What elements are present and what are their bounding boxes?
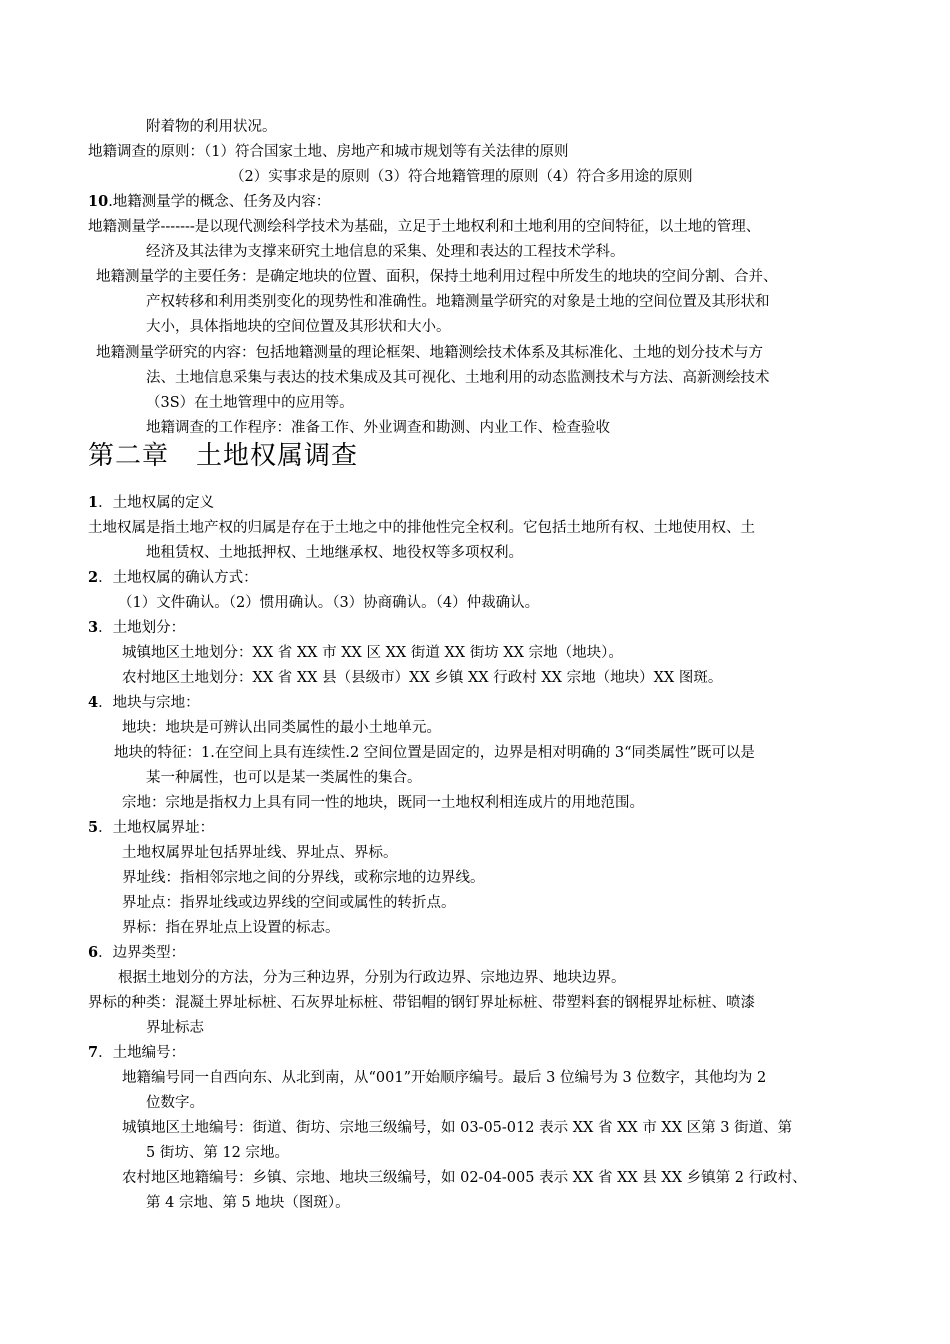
section-number: 6	[88, 944, 99, 961]
section-title: 土地编号：	[112, 1045, 186, 1061]
section-number: 5	[88, 819, 99, 836]
section-heading: 2．土地权属的确认方式：	[88, 569, 258, 586]
section-heading: 7．土地编号：	[88, 1044, 186, 1061]
text-line: 地籍调查的工作程序：准备工作、外业调查和勘测、内业工作、检查验收	[146, 420, 610, 436]
section-title: 土地权属的定义	[112, 495, 215, 511]
section-number: 4	[88, 694, 99, 711]
chapter-title: 第二章 土地权属调查	[88, 441, 359, 471]
text-line: 位数字。	[146, 1095, 204, 1111]
section-title: 土地划分：	[112, 620, 186, 636]
text-line: 法、土地信息采集与表达的技术集成及其可视化、土地利用的动态监测技术与方法、高新测绘技术	[146, 370, 770, 386]
text-line: 城镇地区土地编号：街道、街坊、宗地三级编号，如 03-05-012 表示 XX 省 XX 市 XX 区第 3 街道、第	[122, 1120, 793, 1136]
section-title: 地块与宗地：	[112, 695, 200, 711]
section-heading: 5．土地权属界址：	[88, 819, 215, 836]
text-line: 界标的种类：混凝土界址标桩、石灰界址标桩、带铝帽的钢钉界址标桩、带塑料套的钢棍界址标桩、喷漆	[88, 995, 755, 1011]
text-line: 界标：指在界址点上设置的标志。	[122, 920, 340, 936]
text-line: 地块的特征：1.在空间上具有连续性.2 空间位置是固定的，边界是相对明确的 3“同类属性”既可以是	[114, 745, 755, 761]
text-line: 土地权属是指土地产权的归属是存在于土地之中的排他性完全权利。它包括土地所有权、土地使用权、土	[88, 520, 755, 536]
section-number: 2	[88, 569, 99, 586]
text-line: 地籍调查的原则：（1）符合国家土地、房地产和城市规划等有关法律的原则	[88, 144, 569, 160]
text-line: （1）文件确认。（2）惯用确认。（3）协商确认。（4）仲裁确认。	[118, 595, 540, 611]
text-line: 地租赁权、土地抵押权、土地继承权、地役权等多项权利。	[146, 545, 523, 561]
text-line: 大小，具体指地块的空间位置及其形状和大小。	[146, 319, 451, 335]
section-number: 1	[88, 494, 99, 511]
section-heading: 6．边界类型：	[88, 944, 186, 961]
text-line: （2）实事求是的原则（3）符合地籍管理的原则（4）符合多用途的原则	[230, 169, 693, 185]
section-title: 地籍测量学的概念、任务及内容：	[112, 194, 331, 210]
text-line: 第 4 宗地、第 5 地块（图斑）。	[146, 1195, 350, 1211]
text-line: 经济及其法律为支撑来研究土地信息的采集、处理和表达的工程技术学科。	[146, 244, 625, 260]
section-title: 土地权属界址：	[112, 820, 215, 836]
section-number: 10	[88, 193, 109, 210]
section-title: 土地权属的确认方式：	[112, 570, 258, 586]
section-heading: 4．地块与宗地：	[88, 694, 200, 711]
text-line: 产权转移和利用类别变化的现势性和准确性。地籍测量学研究的对象是土地的空间位置及其形状和	[146, 294, 770, 310]
text-line: 根据土地划分的方法，分为三种边界，分别为行政边界、宗地边界、地块边界。	[118, 970, 626, 986]
text-line: 附着物的利用状况。	[146, 119, 277, 135]
section-heading: 10.地籍测量学的概念、任务及内容：	[88, 193, 331, 210]
section-title: 边界类型：	[112, 945, 186, 961]
section-number: 3	[88, 619, 99, 636]
section-number: 7	[88, 1044, 99, 1061]
text-line: 城镇地区土地划分：XX 省 XX 市 XX 区 XX 街道 XX 街坊 XX 宗地（地块）。	[122, 645, 623, 661]
text-line: 界址点：指界址线或边界线的空间或属性的转折点。	[122, 895, 456, 911]
text-line: 界址线：指相邻宗地之间的分界线，或称宗地的边界线。	[122, 870, 485, 886]
text-line: 宗地：宗地是指权力上具有同一性的地块，既同一土地权利相连成片的用地范围。	[122, 795, 644, 811]
text-line: 土地权属界址包括界址线、界址点、界标。	[122, 845, 398, 861]
text-line: 地籍编号同一自西向东、从北到南，从“001”开始顺序编号。最后 3 位编号为 3 位数字，其他均为 2	[122, 1070, 767, 1086]
text-line: 地籍测量学-------是以现代测绘科学技术为基础，立足于土地权利和土地利用的空间特征，以土地的管理、	[88, 219, 761, 235]
section-heading: 3．土地划分：	[88, 619, 186, 636]
text-line: （3S）在土地管理中的应用等。	[146, 395, 354, 411]
text-line: 某一种属性，也可以是某一类属性的集合。	[146, 770, 422, 786]
text-line: 地籍测量学的主要任务：是确定地块的位置、面积，保持土地利用过程中所发生的地块的空间分割、合并、	[96, 269, 778, 285]
text-line: 界址标志	[146, 1020, 204, 1036]
text-line: 地籍测量学研究的内容：包括地籍测量的理论框架、地籍测绘技术体系及其标准化、土地的划分技术与方	[96, 345, 763, 361]
text-line: 农村地区土地划分：XX 省 XX 县（县级市）XX 乡镇 XX 行政村 XX 宗地（地块）XX 图斑。	[122, 670, 723, 686]
section-heading: 1．土地权属的定义	[88, 494, 215, 511]
text-line: 农村地区地籍编号：乡镇、宗地、地块三级编号，如 02-04-005 表示 XX 省 XX 县 XX 乡镇第 2 行政村、	[122, 1170, 807, 1186]
text-line: 5 街坊、第 12 宗地。	[146, 1145, 290, 1161]
text-line: 地块：地块是可辨认出同类属性的最小土地单元。	[122, 720, 441, 736]
